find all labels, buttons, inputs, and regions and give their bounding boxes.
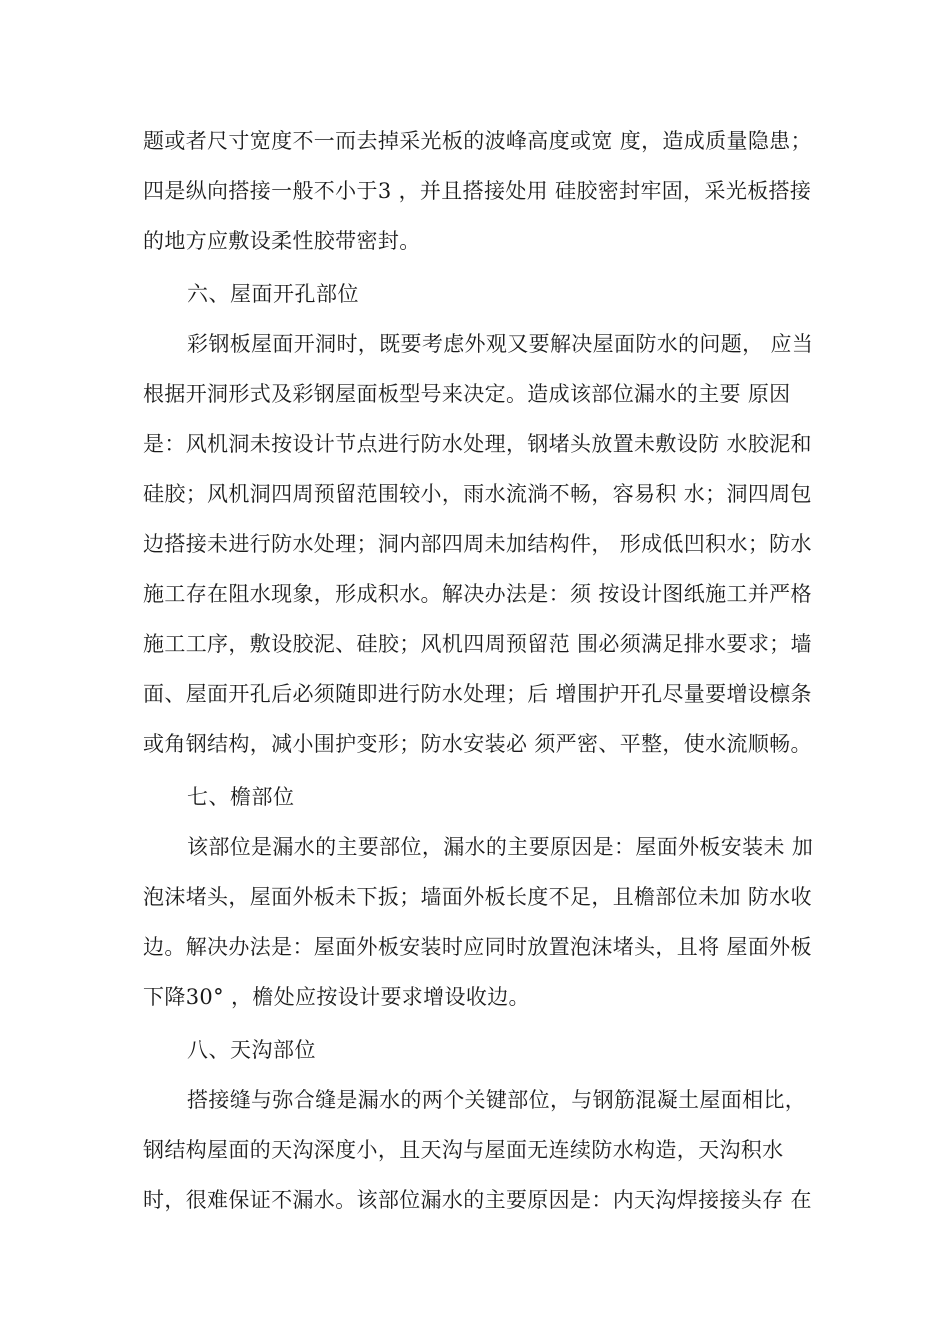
paragraph-6-line-2: 根据开洞形式及彩钢屋面板型号来决定。造成该部位漏水的主要 原因	[143, 382, 791, 406]
text-line-1: 题或者尺寸宽度不一而去掉采光板的波峰高度或宽 度，造成质量隐患；	[143, 129, 812, 153]
paragraph-7-line-1: 该部位是漏水的主要部位，漏水的主要原因是：屋面外板安装未 加	[187, 835, 814, 859]
paragraph-6-line-4: 硅胶；风机洞四周预留范围较小，雨水流淌不畅，容易积 水；洞四周包	[143, 482, 812, 506]
paragraph-7-line-2: 泡沫堵头，屋面外板未下扳；墙面外板长度不足，且檐部位未加 防水收	[143, 885, 812, 909]
paragraph-8-line-1: 搭接缝与弥合缝是漏水的两个关键部位，与钢筋混凝土屋面相比，	[187, 1088, 807, 1112]
section-heading-7: 七、檐部位	[187, 785, 295, 809]
paragraph-6-line-9: 或角钢结构，减小围护变形；防水安装必 须严密、平整，使水流顺畅。	[143, 732, 812, 756]
paragraph-7-line-3: 边。解决办法是：屋面外板安装时应同时放置泡沫堵头，且将 屋面外板	[143, 935, 812, 959]
paragraph-6-line-3: 是：风机洞未按设计节点进行防水处理，钢堵头放置未敷设防 水胶泥和	[143, 432, 812, 456]
section-heading-6: 六、屋面开孔部位	[187, 282, 359, 306]
paragraph-8-line-3: 时，很难保证不漏水。该部位漏水的主要原因是：内天沟焊接接头存 在	[143, 1188, 812, 1212]
text-line-2: 四是纵向搭接一般不小于3 ，并且搭接处用 硅胶密封牢固，采光板搭接	[143, 179, 812, 203]
text-line-3: 的地方应敷设柔性胶带密封。	[143, 229, 421, 253]
paragraph-6-line-5: 边搭接未进行防水处理；洞内部四周未加结构件， 形成低凹积水；防水	[143, 532, 812, 556]
paragraph-6-line-8: 面、屋面开孔后必须随即进行防水处理；后 增围护开孔尽量要增设檩条	[143, 682, 812, 706]
paragraph-7-line-4: 下降30° ，檐处应按设计要求增设收边。	[143, 985, 530, 1009]
section-heading-8: 八、天沟部位	[187, 1038, 316, 1062]
paragraph-8-line-2: 钢结构屋面的天沟深度小，且天沟与屋面无连续防水构造，天沟积水	[143, 1138, 784, 1162]
paragraph-6-line-7: 施工工序，敷设胶泥、硅胶；风机四周预留范 围必须满足排水要求；墙	[143, 632, 812, 656]
paragraph-6-line-6: 施工存在阻水现象，形成积水。解决办法是：须 按设计图纸施工并严格	[143, 582, 812, 606]
paragraph-6-line-1: 彩钢板屋面开洞时，既要考虑外观又要解决屋面防水的问题， 应当	[187, 332, 814, 356]
